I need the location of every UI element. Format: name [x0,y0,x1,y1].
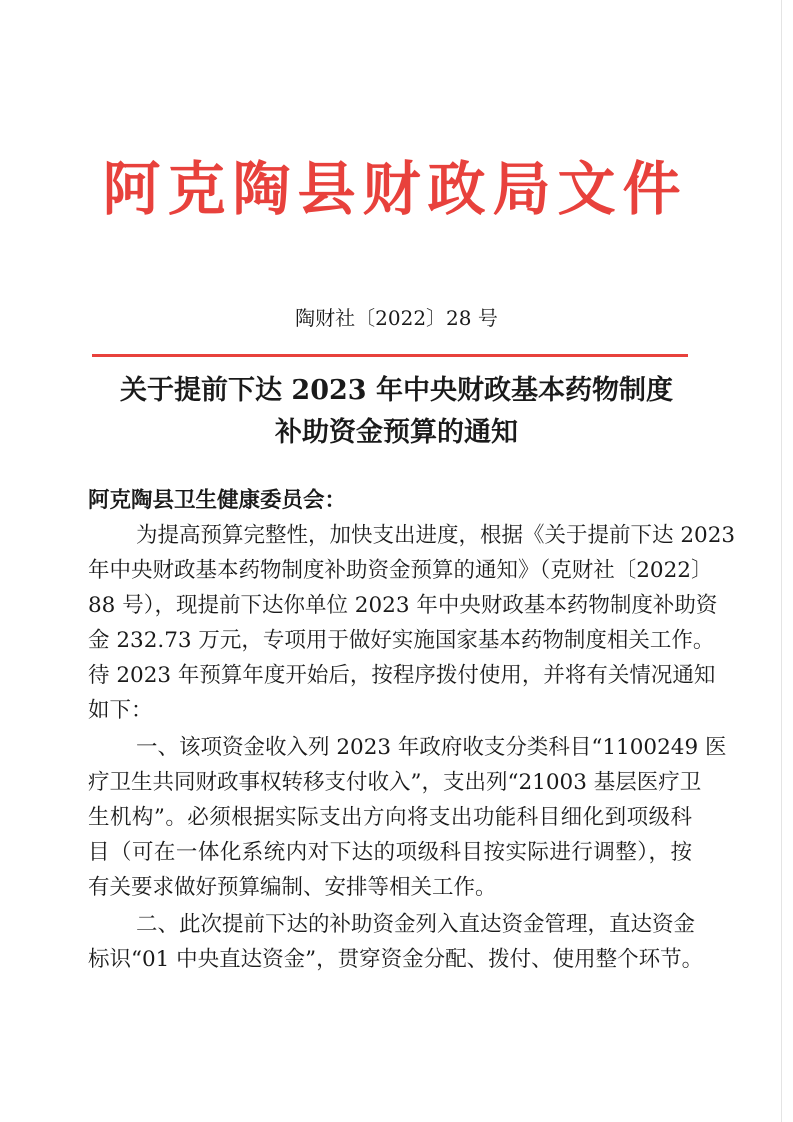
body-line: 标识“01 中央直达资金”，贯穿资金分配、拨付、使用整个环节。 [88,947,704,972]
body-line: 年中央财政基本药物制度补助资金预算的通知》（克财社〔2022〕 [88,558,713,583]
body-line: 疗卫生共同财政事权转移支付收入”，支出列“21003 基层医疗卫 [88,770,702,795]
page-edge [781,0,782,1122]
body-line: 如下： [88,698,153,723]
body-line: 待 2023 年预算年度开始后，按程序拨付使用，并将有关情况通知 [88,663,716,688]
notice-title-line-2: 补助资金预算的通知 [275,417,518,448]
salutation: 阿克陶县卫生健康委员会： [88,488,347,513]
body-line: 为提高预算完整性，加快支出进度，根据《关于提前下达 2023 [136,523,736,548]
body-line: 一、该项资金收入列 2023 年政府收支分类科目“1100249 医 [136,735,727,760]
document-header-title: 阿克陶县财政局文件 [102,155,688,223]
body-line: 88 号），现提前下达你单位 2023 年中央财政基本药物制度补助资 [88,593,718,618]
document-number: 陶财社〔2022〕28 号 [295,306,498,330]
body-line: 金 232.73 万元，专项用于做好实施国家基本药物制度相关工作。 [88,628,715,653]
red-divider [92,354,688,357]
body-line: 二、此次提前下达的补助资金列入直达资金管理，直达资金 [136,912,696,937]
body-line: 生机构”。必须根据实际支出方向将支出功能科目细化到项级科 [88,805,692,830]
notice-title-line-1: 关于提前下达 2023 年中央财政基本药物制度 [120,375,673,406]
body-line: 目（可在一体化系统内对下达的项级科目按实际进行调整），按 [88,840,692,865]
body-line: 有关要求做好预算编制、安排等相关工作。 [88,875,497,900]
